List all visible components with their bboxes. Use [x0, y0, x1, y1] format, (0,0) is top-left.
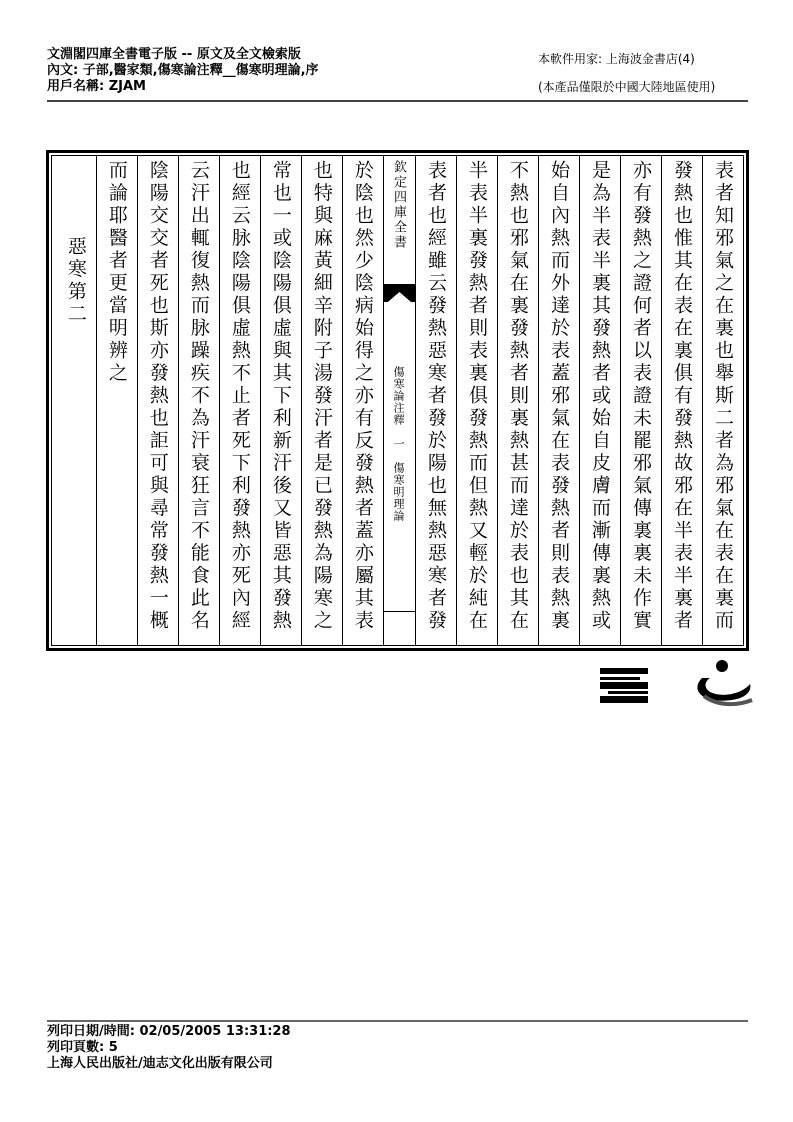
text-columns: [51, 155, 744, 646]
footer: [47, 1024, 291, 1072]
text-column: 也特與麻黃細辛附子湯發汗者是已發熱為陽寒之: [301, 156, 342, 645]
header-left: [47, 47, 319, 95]
text-column: 於陰也然少陰病始得之亦有反發熱者蓋亦屬其表: [342, 156, 383, 645]
footer-divider: [47, 1020, 748, 1022]
chapter-title: 惡寒第二: [64, 236, 87, 326]
text-column: 表者知邪氣之在裏也舉斯二者為邪氣在表在裏而: [702, 156, 743, 645]
header-content-path: 內文: 子部,醫家類,傷寒論注釋__傷寒明理論,序: [47, 63, 319, 78]
header-divider: [47, 100, 748, 102]
text-column: 而論耶醫者更當明辨之: [96, 156, 137, 645]
text-column: 常也一或陰陽俱虛與其下利新汗後又皆惡其發熱: [260, 156, 301, 645]
print-page-count: 列印頁數: 5: [47, 1040, 118, 1055]
header-title: 文淵閣四庫全書電子版 -- 原文及全文檢索版: [47, 47, 301, 62]
margin-rule: [384, 611, 415, 612]
text-column: 不熱也邪氣在裏發熱者則裏熱甚而達於表也其在: [497, 156, 538, 645]
header-username: 用戶名稱: ZJAM: [47, 79, 146, 94]
text-column: 陰陽交交者死也斯亦發熱也詎可與尋常發熱一概: [137, 156, 178, 645]
text-column: 云汗出輒復熱而脉躁疾不為汗衰狂言不能食此名: [178, 156, 219, 645]
text-column: 是為半表半裏其發熱者或始自皮膚而漸傳裏熱或: [579, 156, 620, 645]
text-column: 半表半裏發熱者則表裏俱發熱而但熱又輕於純在: [456, 156, 497, 645]
header-licensee: 本軟件用家: 上海波金書店(4): [538, 52, 695, 66]
header-right: [538, 50, 715, 96]
publisher: 上海人民出版社/迪志文化出版有限公司: [47, 1056, 273, 1071]
text-column: 也經云脉陰陽俱虛熱不止者死下利發熱亦死內經: [219, 156, 260, 645]
text-column: 始自內熱而外達於表蓋邪氣在表發熱者則表熱裏: [538, 156, 579, 645]
page-frame: [46, 150, 749, 651]
brush-logo-icon: [697, 660, 752, 704]
text-column: 亦有發熱之證何者以表證未罷邪氣傳裏裏未作實: [620, 156, 661, 645]
text-column: 發熱也惟其在表在裏俱有發熱故邪在半表半裏者: [661, 156, 702, 645]
books-logo-icon: [600, 668, 648, 703]
header-region-notice: (本產品僅限於中國大陸地區使用): [538, 80, 716, 94]
print-datetime: 列印日期/時間: 02/05/2005 13:31:28: [47, 1024, 291, 1039]
text-column: 表者也經雖云發熱惡寒者發於陽也無熱惡寒者發: [415, 156, 456, 645]
center-margin: [383, 156, 415, 645]
publisher-logo: [592, 660, 762, 708]
margin-book-title: 傷寒論注釋 一 傷寒明理論: [392, 366, 405, 522]
margin-collection-title: 欽定四庫全書: [391, 160, 406, 250]
fish-tail-mark: [384, 284, 415, 302]
